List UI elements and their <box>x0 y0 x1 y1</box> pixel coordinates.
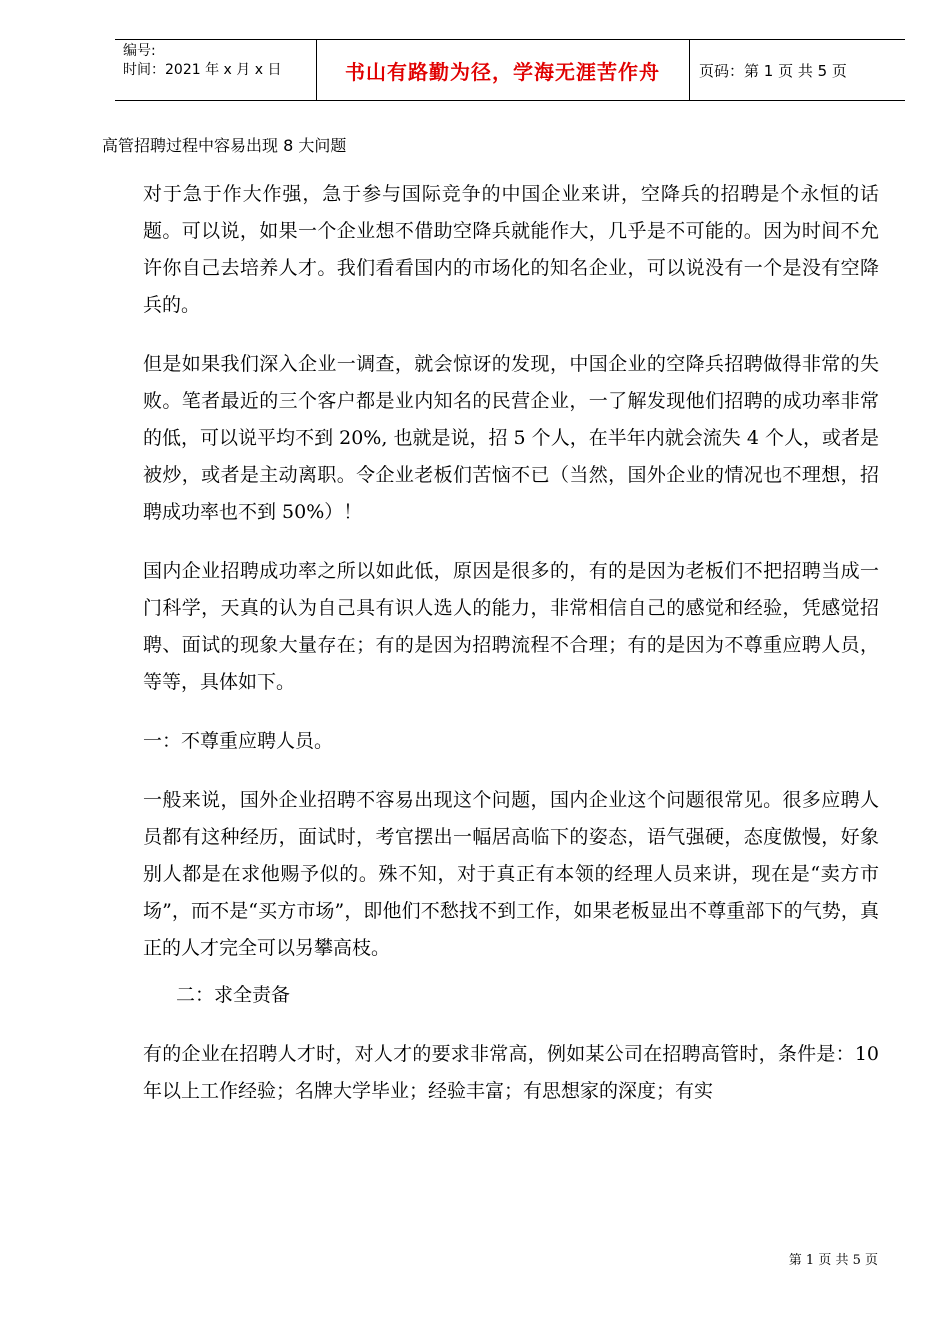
number-label: 编号: <box>123 43 156 59</box>
document-body <box>143 176 879 1132</box>
paragraph: 有的企业在招聘人才时，对人才的要求非常高，例如某公司在招聘高管时，条件是：10 年以上工作经验；名牌大学毕业；经验丰富；有思想家的深度；有实 <box>143 1043 879 1102</box>
paragraph: 对于急于作大作强，急于参与国际竞争的中国企业来讲，空降兵的招聘是个永恒的话题。可以说，如果一个企业想不借助空降兵就能作大，几乎是不可能的。因为时间不允许你自己去培养人才。我们看看国内的市场化的知名企业，可以说没有一个是没有空降兵的。 <box>143 183 879 316</box>
time-label: 时间：2021 年 x 月 x 日 <box>123 62 282 78</box>
document-title: 高管招聘过程中容易出现 8 大问题 <box>102 136 347 155</box>
header-motto: 书山有路勤为径，学海无涯苦作舟 <box>345 59 660 84</box>
header-table <box>115 39 905 101</box>
paragraph: 国内企业招聘成功率之所以如此低，原因是很多的，有的是因为老板们不把招聘当成一门科学，天真的认为自己具有识人选人的能力，非常相信自己的感觉和经验，凭感觉招聘、面试的现象大量存在；有的是因为招聘流程不合理；有的是因为不尊重应聘人员，等等，具体如下。 <box>143 560 879 693</box>
header-divider <box>689 40 690 100</box>
page-footer: 第 1 页 共 5 页 <box>788 1253 878 1268</box>
header-meta <box>123 42 281 80</box>
section-heading: 二：求全责备 <box>176 984 291 1006</box>
section-heading: 一：不尊重应聘人员。 <box>143 730 334 752</box>
paragraph: 但是如果我们深入企业一调查，就会惊讶的发现，中国企业的空降兵招聘做得非常的失败。笔者最近的三个客户都是业内知名的民营企业，一了解发现他们招聘的成功率非常的低，可以说平均不到 20%, 也就是说，招 5 个人，在半年内就会流失 4 个人，或者是被炒，或者是主动离职。令企业老板们苦恼不已（当然，国外企业的情况也不理想，招聘成功率也不到 50%）！ <box>143 353 879 523</box>
paragraph: 一般来说，国外企业招聘不容易出现这个问题，国内企业这个问题很常见。很多应聘人员都有这种经历，面试时，考官摆出一幅居高临下的姿态，语气强硬，态度傲慢，好象别人都是在求他赐予似的。殊不知，对于真正有本领的经理人员来讲，现在是“卖方市场”，而不是“买方市场”，即他们不愁找不到工作，如果老板显出不尊重部下的气势，真正的人才完全可以另攀高枝。 <box>143 789 879 959</box>
header-page-info: 页码：第 1 页 共 5 页 <box>699 61 847 80</box>
